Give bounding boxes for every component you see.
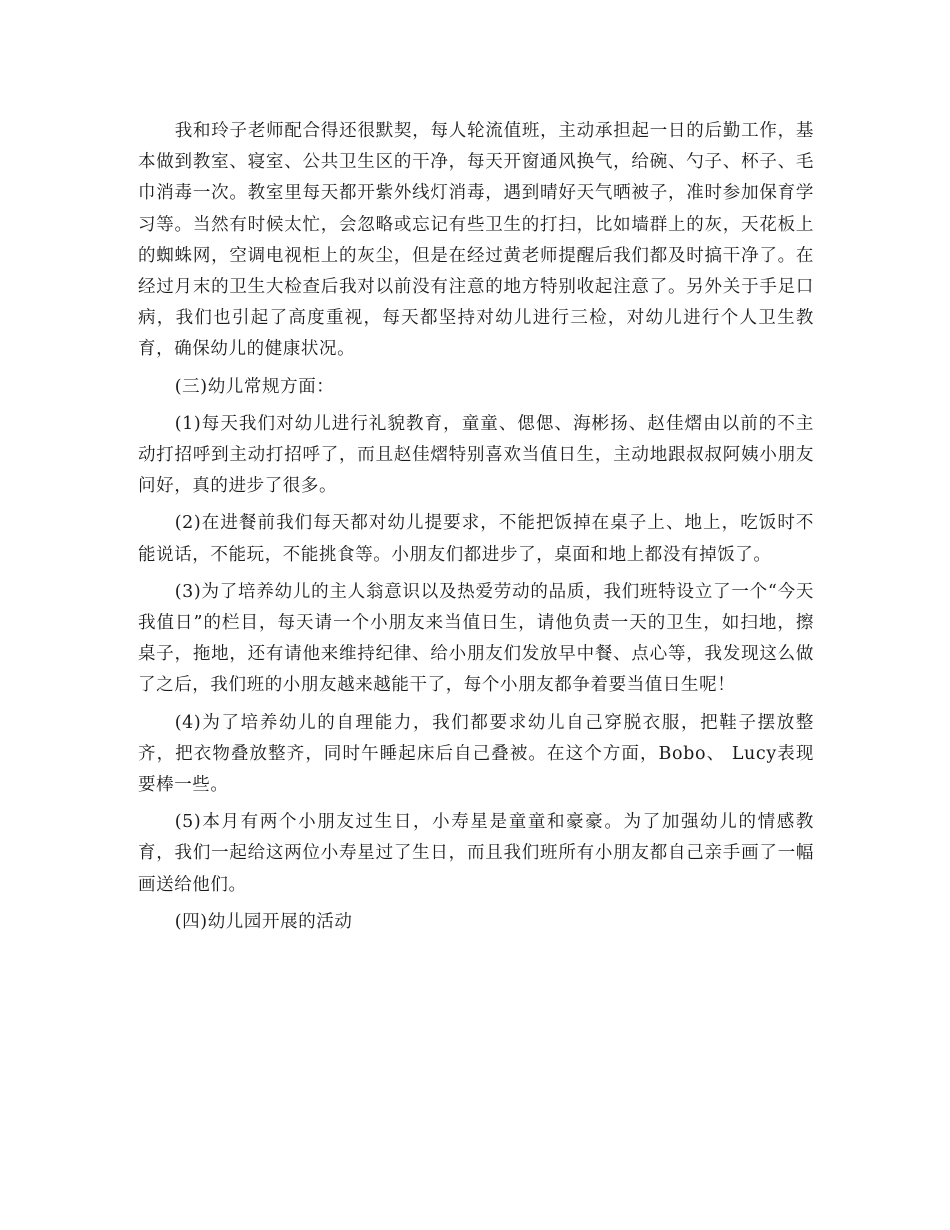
- section-heading-activities: (四)幼儿园开展的活动: [174, 911, 353, 932]
- document-body: [138, 116, 814, 944]
- paragraph-item-1: (1)每天我们对幼儿进行礼貌教育，童童、偲偲、海彬扬、赵佳熠由以前的不主动打招呼到主动打招呼了，而且赵佳熠特别喜欢当值日生，主动地跟叔叔阿姨小朋友问好，真的进步了很多。: [138, 413, 814, 497]
- paragraph-item-5: (5)本月有两个小朋友过生日，小寿星是童童和豪豪。为了加强幼儿的情感教育，我们一起给这两位小寿星过了生日，而且我们班所有小朋友都自己亲手画了一幅画送给他们。: [138, 812, 814, 895]
- paragraph-item-4: (4)为了培养幼儿的自理能力，我们都要求幼儿自己穿脱衣服，把鞋子摆放整齐，把衣物叠放整齐，同时午睡起床后自己叠被。在这个方面，Bobo、 Lucy表现要棒一些。: [138, 712, 814, 796]
- section-heading-routine: (三)幼儿常规方面：: [174, 376, 335, 397]
- paragraph-hygiene-work: 我和玲子老师配合得还很默契，每人轮流值班，主动承担起一日的后勤工作，基本做到教室、寝室、公共卫生区的干净，每天开窗通风换气，给碗、勺子、杯子、毛巾消毒一次。教室里每天都开紫外线灯消毒，遇到晴好天气晒被子，准时参加保育学习等。当然有时候太忙，会忽略或忘记有些卫生的打扫，比如墙群上的灰，天花板上的蜘蛛网，空调电视柜上的灰尘，但是在经过黄老师提醒后我们都及时搞干净了。在经过月末的卫生大检查后我对以前没有注意的地方特别收起注意了。另外关于手足口病，我们也引起了高度重视，每天都坚持对幼儿进行三检，对幼儿进行个人卫生教育，确保幼儿的健康状况。: [138, 121, 814, 360]
- paragraph-item-3: (3)为了培养幼儿的主人翁意识以及热爱劳动的品质，我们班特设立了一个“今天我值日”的栏目，每天请一个小朋友来当值日生，请他负责一天的卫生，如扫地，擦桌子，拖地，还有请他来维持纪律、给小朋友们发放早中餐、点心等，我发现这么做了之后，我们班的小朋友越来越能干了，每个小朋友都争着要当值日生呢！: [138, 581, 814, 696]
- paragraph-item-2: (2)在进餐前我们每天都对幼儿提要求，不能把饭掉在桌子上、地上，吃饭时不能说话，不能玩，不能挑食等。小朋友们都进步了，桌面和地上都没有掉饭了。: [138, 513, 814, 565]
